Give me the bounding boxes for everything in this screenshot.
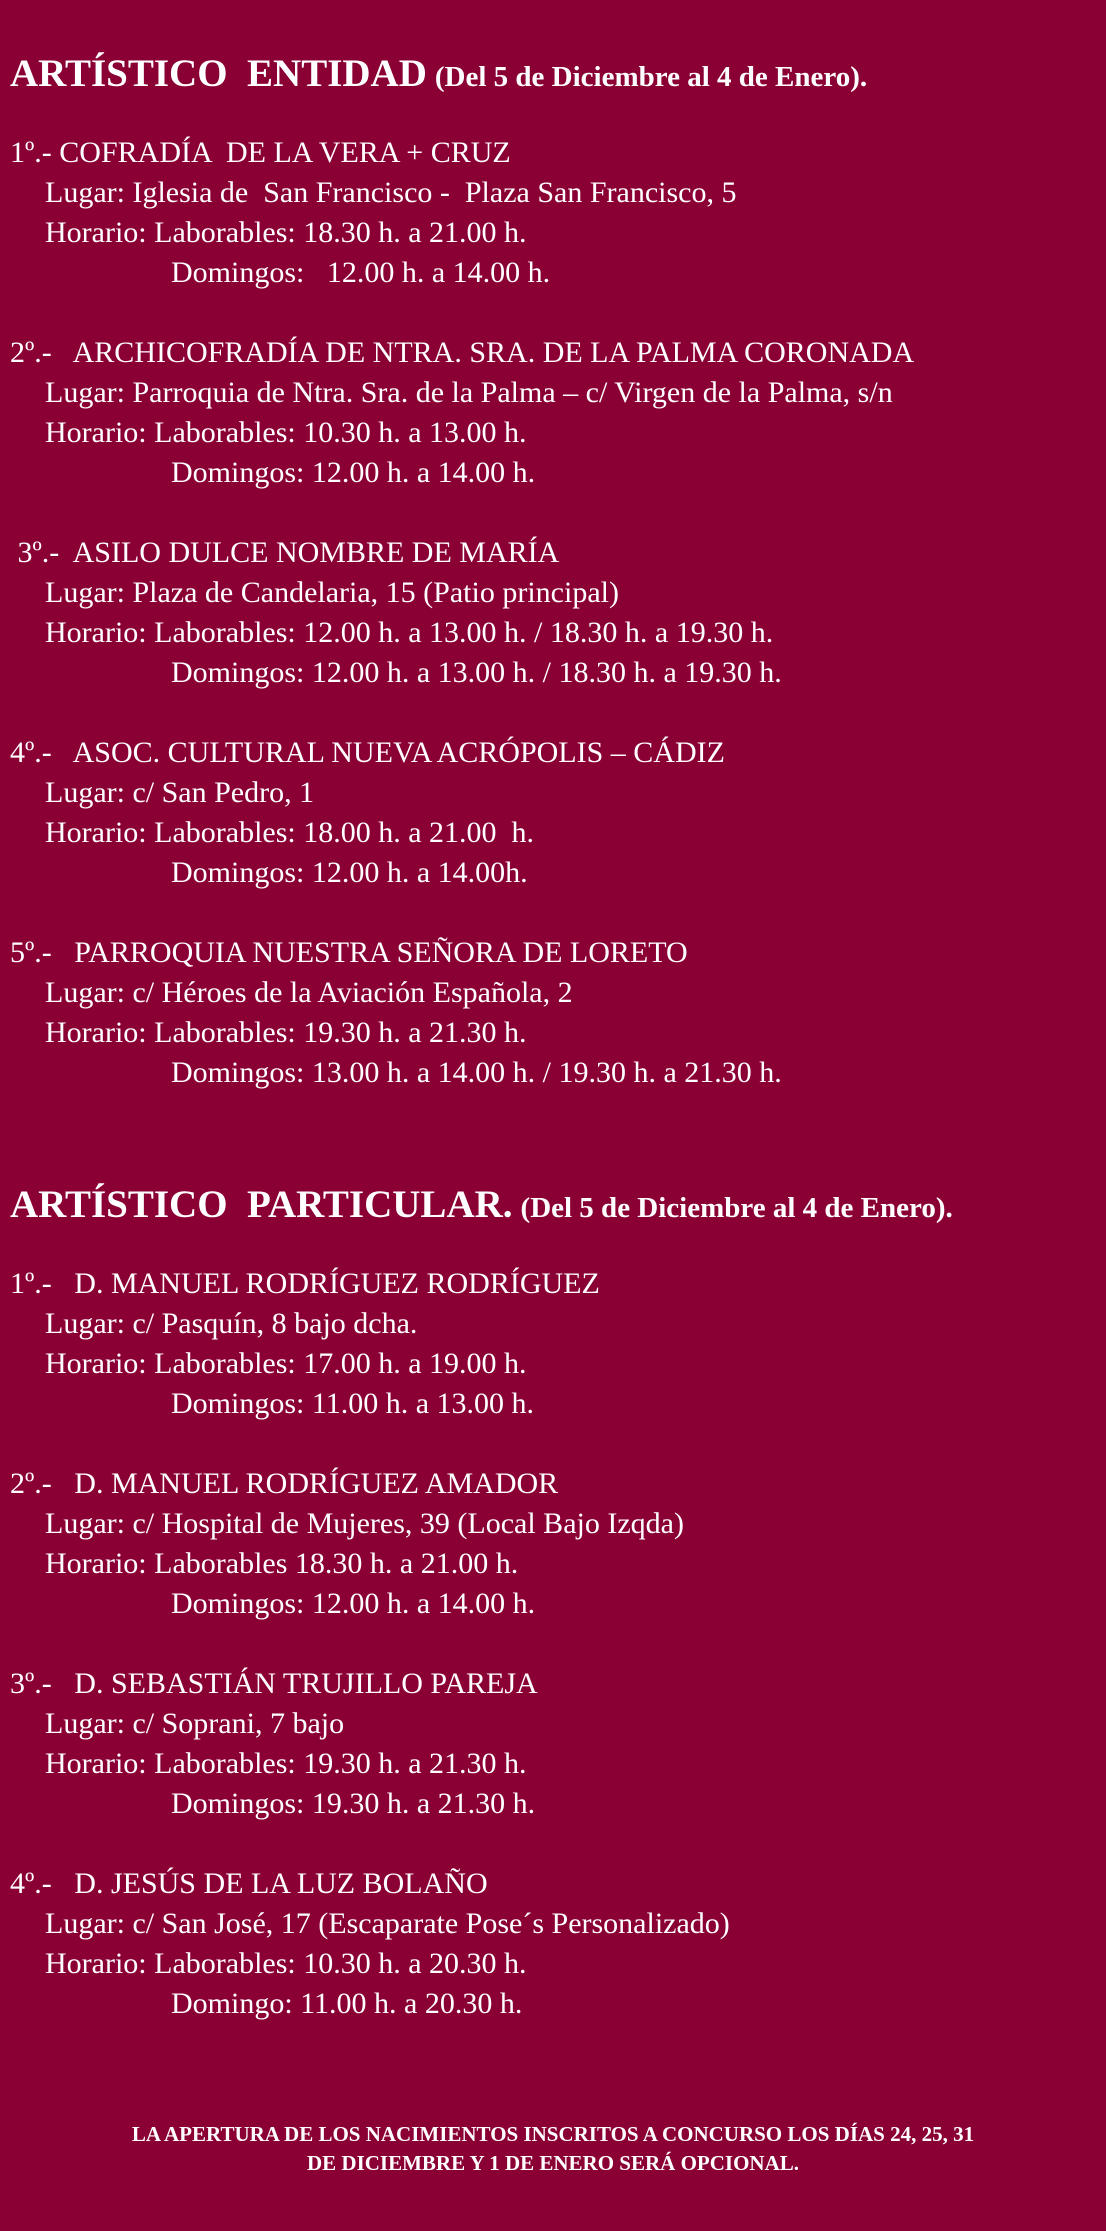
footer-line-1: LA APERTURA DE LOS NACIMIENTOS INSCRITOS A CONCURSO LOS DÍAS 24, 25, 31: [131, 2122, 975, 2146]
entry-horario: Horario: Laborables: 18.00 h. a 21.00 h.: [45, 816, 535, 849]
list-item: [10, 1464, 1106, 1624]
entry-lugar: Lugar: c/ Soprani, 7 bajo: [45, 1707, 345, 1740]
list-item: [10, 133, 1106, 293]
entry-domingos: Domingos: 12.00 h. a 14.00 h.: [171, 1587, 536, 1620]
entry-lugar: Lugar: c/ San Pedro, 1: [45, 776, 315, 809]
entry-horario: Horario: Laborables: 19.30 h. a 21.30 h.: [45, 1747, 527, 1780]
entry-horario: Horario: Laborables 18.30 h. a 21.00 h.: [45, 1547, 519, 1580]
entry-horario: Horario: Laborables: 10.30 h. a 13.00 h.: [45, 416, 527, 449]
entry-domingos: Domingos: 13.00 h. a 14.00 h. / 19.30 h. a 21.30 h.: [171, 1056, 782, 1089]
entry-heading: 1º.- COFRADÍA DE LA VERA + CRUZ: [10, 136, 511, 169]
entry-domingos: Domingos: 19.30 h. a 21.30 h.: [171, 1787, 536, 1820]
section-title-main: ARTÍSTICO PARTICULAR.: [10, 1183, 513, 1226]
entry-lugar: Lugar: c/ Hospital de Mujeres, 39 (Local Bajo Izqda): [45, 1507, 684, 1540]
entry-heading: 4º.- ASOC. CULTURAL NUEVA ACRÓPOLIS – CÁDIZ: [10, 736, 725, 769]
entry-lugar: Lugar: c/ Héroes de la Aviación Española, 2: [45, 976, 573, 1009]
entry-lugar: Lugar: Iglesia de San Francisco - Plaza San Francisco, 5: [45, 176, 737, 209]
entry-domingos: Domingos: 12.00 h. a 14.00 h.: [171, 256, 551, 289]
entry-horario: Horario: Laborables: 19.30 h. a 21.30 h.: [45, 1016, 527, 1049]
section-title-dates: (Del 5 de Diciembre al 4 de Enero).: [434, 61, 868, 93]
section-title: [10, 1093, 1106, 1224]
entry-heading: 2º.- D. MANUEL RODRÍGUEZ AMADOR: [10, 1467, 559, 1500]
footer-note: [0, 2120, 1106, 2178]
section-title-main: ARTÍSTICO ENTIDAD: [10, 52, 427, 95]
entry-horario: Horario: Laborables: 18.30 h. a 21.00 h.: [45, 216, 527, 249]
entry-heading: 4º.- D. JESÚS DE LA LUZ BOLAÑO: [10, 1867, 488, 1900]
footer-line-2: DE DICIEMBRE Y 1 DE ENERO SERÁ OPCIONAL.: [306, 2151, 799, 2175]
entry-horario: Horario: Laborables: 12.00 h. a 13.00 h. / 18.30 h. a 19.30 h.: [45, 616, 774, 649]
list-item: [10, 533, 1106, 693]
list-item: [10, 1864, 1106, 2024]
entry-lugar: Lugar: c/ Pasquín, 8 bajo dcha.: [45, 1307, 418, 1340]
entry-heading: 3º.- ASILO DULCE NOMBRE DE MARÍA: [10, 536, 560, 569]
section-artistico-entidad: [10, 0, 1106, 1093]
entry-heading: 2º.- ARCHICOFRADÍA DE NTRA. SRA. DE LA PALMA CORONADA: [10, 336, 915, 369]
entry-domingos: Domingos: 11.00 h. a 13.00 h.: [171, 1387, 535, 1420]
list-item: [10, 333, 1106, 493]
entry-lugar: Lugar: c/ San José, 17 (Escaparate Pose´s Personalizado): [45, 1907, 730, 1940]
entry-horario: Horario: Laborables: 10.30 h. a 20.30 h.: [45, 1947, 527, 1980]
list-item: [10, 933, 1106, 1093]
entry-lugar: Lugar: Plaza de Candelaria, 15 (Patio principal): [45, 576, 619, 609]
list-item: [10, 1664, 1106, 1824]
section-artistico-particular: [10, 1093, 1106, 2024]
entry-domingos: Domingos: 12.00 h. a 14.00 h.: [171, 456, 536, 489]
entry-heading: 5º.- PARROQUIA NUESTRA SEÑORA DE LORETO: [10, 936, 688, 969]
entry-lugar: Lugar: Parroquia de Ntra. Sra. de la Palma – c/ Virgen de la Palma, s/n: [45, 376, 893, 409]
entry-domingos: Domingos: 12.00 h. a 14.00h.: [171, 856, 528, 889]
entry-heading: 1º.- D. MANUEL RODRÍGUEZ RODRÍGUEZ: [10, 1267, 600, 1300]
entry-domingos: Domingos: 12.00 h. a 13.00 h. / 18.30 h. a 19.30 h.: [171, 656, 782, 689]
entry-horario: Horario: Laborables: 17.00 h. a 19.00 h.: [45, 1347, 527, 1380]
list-item: [10, 733, 1106, 893]
list-item: [10, 1264, 1106, 1424]
section-title: [10, 0, 1106, 93]
section-title-dates: (Del 5 de Diciembre al 4 de Enero).: [520, 1192, 953, 1224]
entry-domingos: Domingo: 11.00 h. a 20.30 h.: [171, 1987, 523, 2020]
entry-heading: 3º.- D. SEBASTIÁN TRUJILLO PAREJA: [10, 1667, 538, 1700]
